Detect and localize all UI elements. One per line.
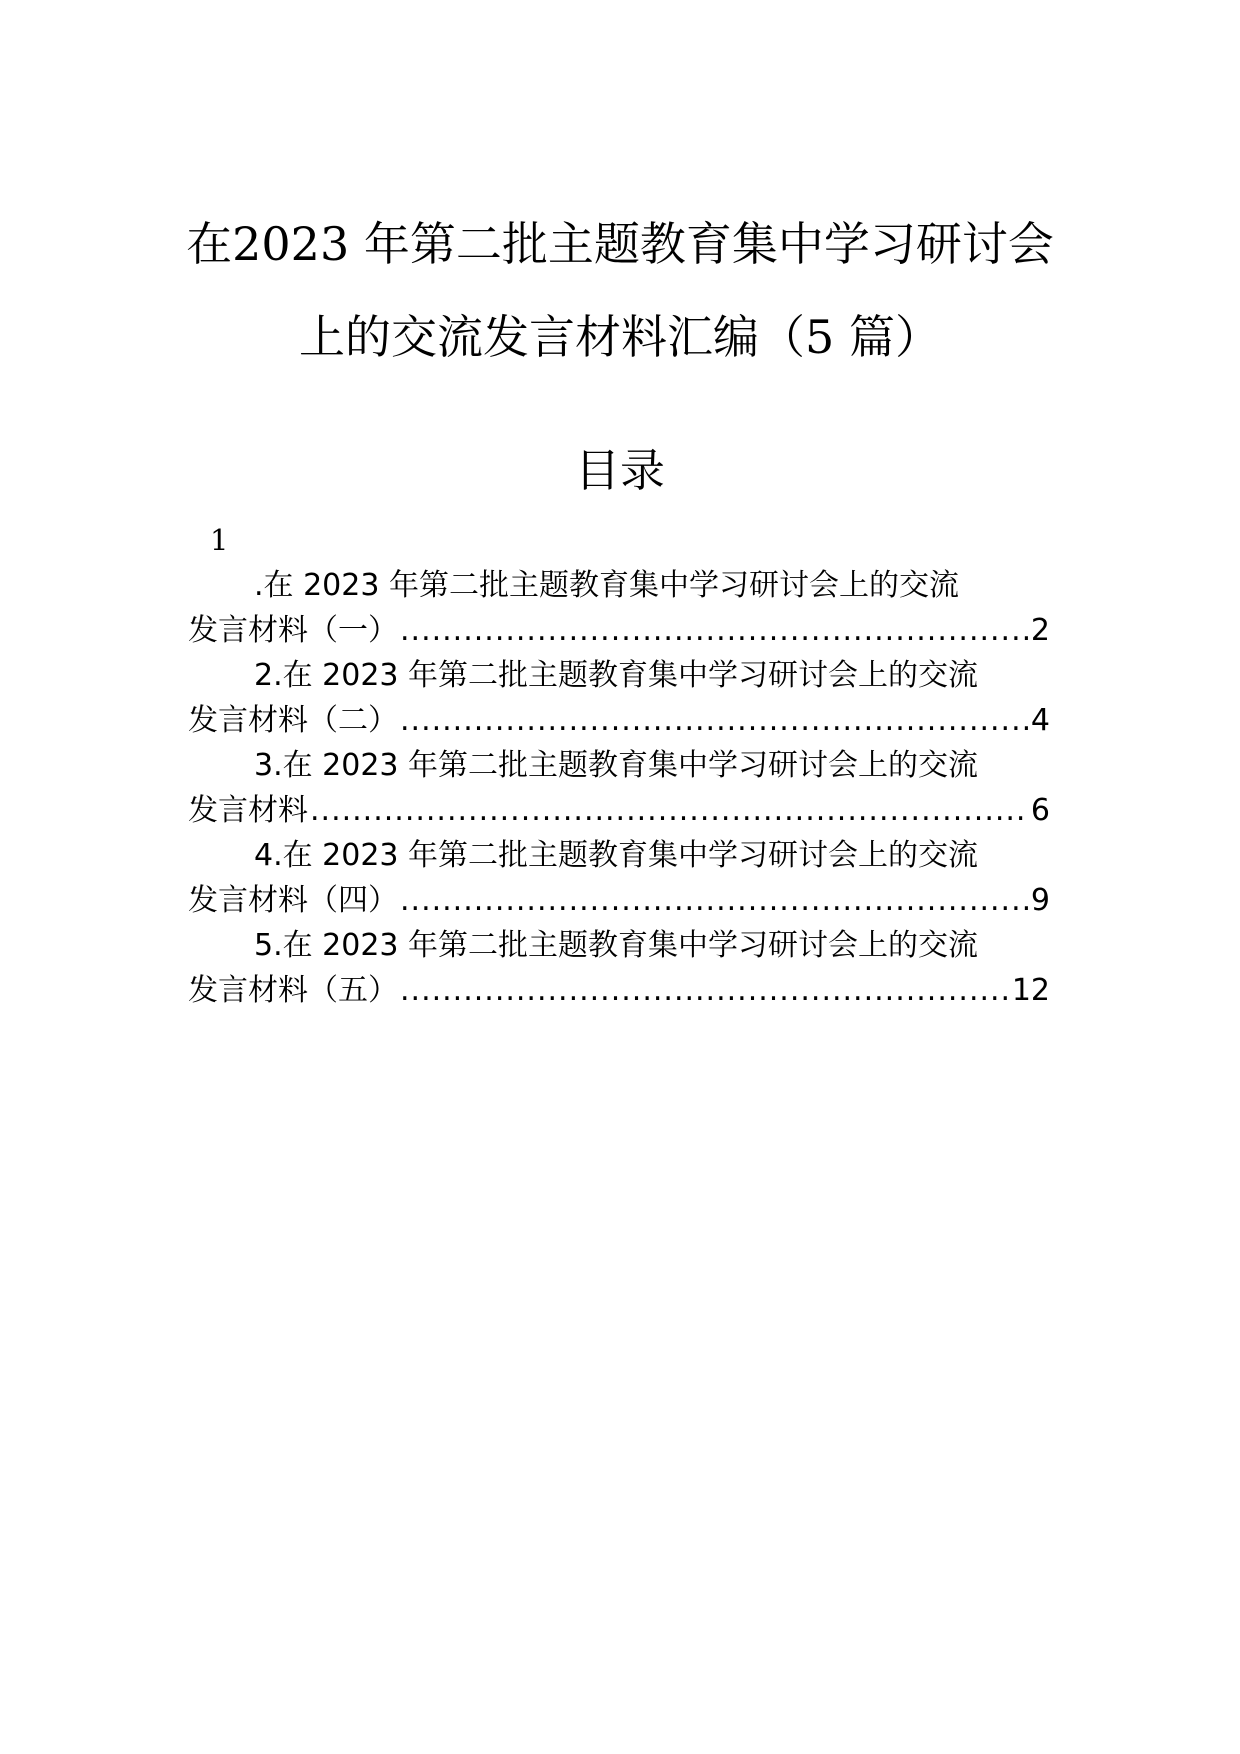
title-year: 2023 [232, 217, 350, 271]
toc-entry-title: .在 2023 年第二批主题教育集中学习研讨会上的交流 [254, 568, 959, 603]
toc-entry[interactable] [188, 743, 1050, 833]
toc-entry-continuation [188, 788, 1050, 833]
toc-dot-leader [310, 788, 1029, 833]
toc-entry-title-end: 发言材料（二） [188, 703, 398, 738]
title-suffix-2: 篇） [834, 310, 941, 364]
toc-dot-leader [400, 878, 1029, 923]
toc-dot-leader [400, 698, 1029, 743]
toc-dot-leader [400, 608, 1029, 653]
toc-page-number: 2 [1030, 613, 1050, 648]
title-count: 5 [805, 310, 835, 364]
toc-entry-continuation [188, 698, 1050, 743]
document-title-line-2 [0, 307, 1240, 367]
toc-entry[interactable] [188, 833, 1050, 923]
toc-page-number: 9 [1030, 883, 1050, 918]
toc-entry-continuation [188, 608, 1050, 653]
toc-entry-title: 3.在 2023 年第二批主题教育集中学习研讨会上的交流 [254, 748, 979, 783]
toc-entry-title: 5.在 2023 年第二批主题教育集中学习研讨会上的交流 [254, 928, 979, 963]
toc-entry-title: 2.在 2023 年第二批主题教育集中学习研讨会上的交流 [254, 658, 979, 693]
toc-entry-title-end: 发言材料（一） [188, 613, 398, 648]
toc-dot-leader [400, 968, 1010, 1013]
table-of-contents [188, 563, 1050, 1013]
toc-entry-continuation [188, 968, 1050, 1013]
toc-entry-title-end: 发言材料（五） [188, 973, 398, 1008]
toc-entry[interactable] [188, 653, 1050, 743]
stray-list-number: 1 [210, 523, 229, 557]
toc-entry-title-end: 发言材料（四） [188, 883, 398, 918]
title-prefix-2: 上的交流发言材料汇编（ [299, 310, 806, 364]
document-title-line-1 [0, 214, 1240, 274]
toc-entry[interactable] [188, 563, 1050, 653]
toc-entry-title-end: 发言材料 [188, 793, 308, 828]
toc-page-number: 12 [1011, 973, 1050, 1008]
title-suffix: 年第二批主题教育集中学习研讨会 [349, 217, 1054, 271]
toc-page-number: 4 [1030, 703, 1050, 738]
toc-heading: 目录 [574, 444, 665, 497]
toc-entry[interactable] [188, 923, 1050, 1013]
title-prefix: 在 [186, 217, 233, 271]
toc-entry-continuation [188, 878, 1050, 923]
toc-page-number: 6 [1030, 793, 1050, 828]
toc-entry-title: 4.在 2023 年第二批主题教育集中学习研讨会上的交流 [254, 838, 979, 873]
